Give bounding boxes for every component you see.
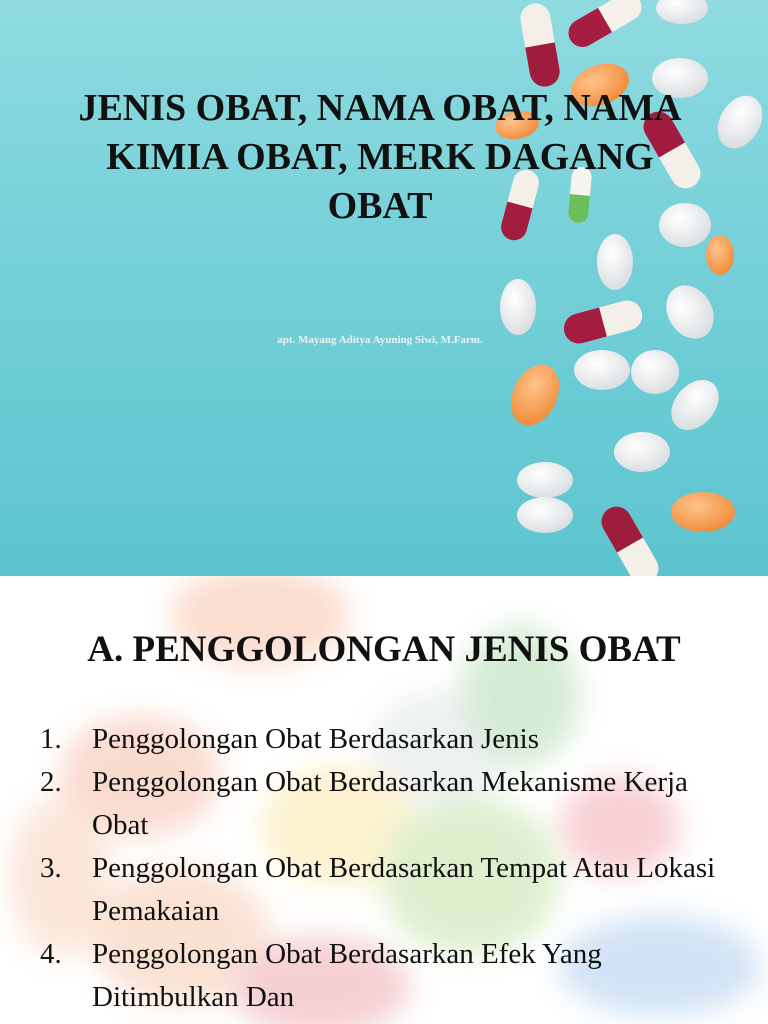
content-slide	[0, 576, 768, 1024]
author-name: apt. Mayang Aditya Ayuning Siwi, M.Farm.	[277, 334, 483, 346]
list-text: Penggolongan Obat Berdasarkan Mekanisme Kerja Obat	[92, 766, 688, 841]
list-number: 2.	[40, 766, 62, 798]
list-item	[40, 761, 740, 847]
list-number: 1.	[40, 723, 62, 755]
list-text: Penggolongan Obat Berdasarkan Efek Yang Ditimbulkan Dan	[92, 938, 602, 1013]
list-number: 4.	[40, 938, 62, 970]
list-text: Penggolongan Obat Berdasarkan Tempat Atau Lokasi Pemakaian	[92, 852, 716, 927]
classification-list	[40, 718, 740, 1019]
list-item	[40, 933, 740, 1019]
list-item	[40, 847, 740, 933]
list-item	[40, 718, 740, 761]
section-title: A. PENGGOLONGAN JENIS OBAT	[87, 629, 681, 670]
list-text: Penggolongan Obat Berdasarkan Jenis	[92, 723, 539, 755]
list-number: 3.	[40, 852, 62, 884]
slide-title: JENIS OBAT, NAMA OBAT, NAMA KIMIA OBAT, MERK DAGANG OBAT	[78, 87, 682, 227]
